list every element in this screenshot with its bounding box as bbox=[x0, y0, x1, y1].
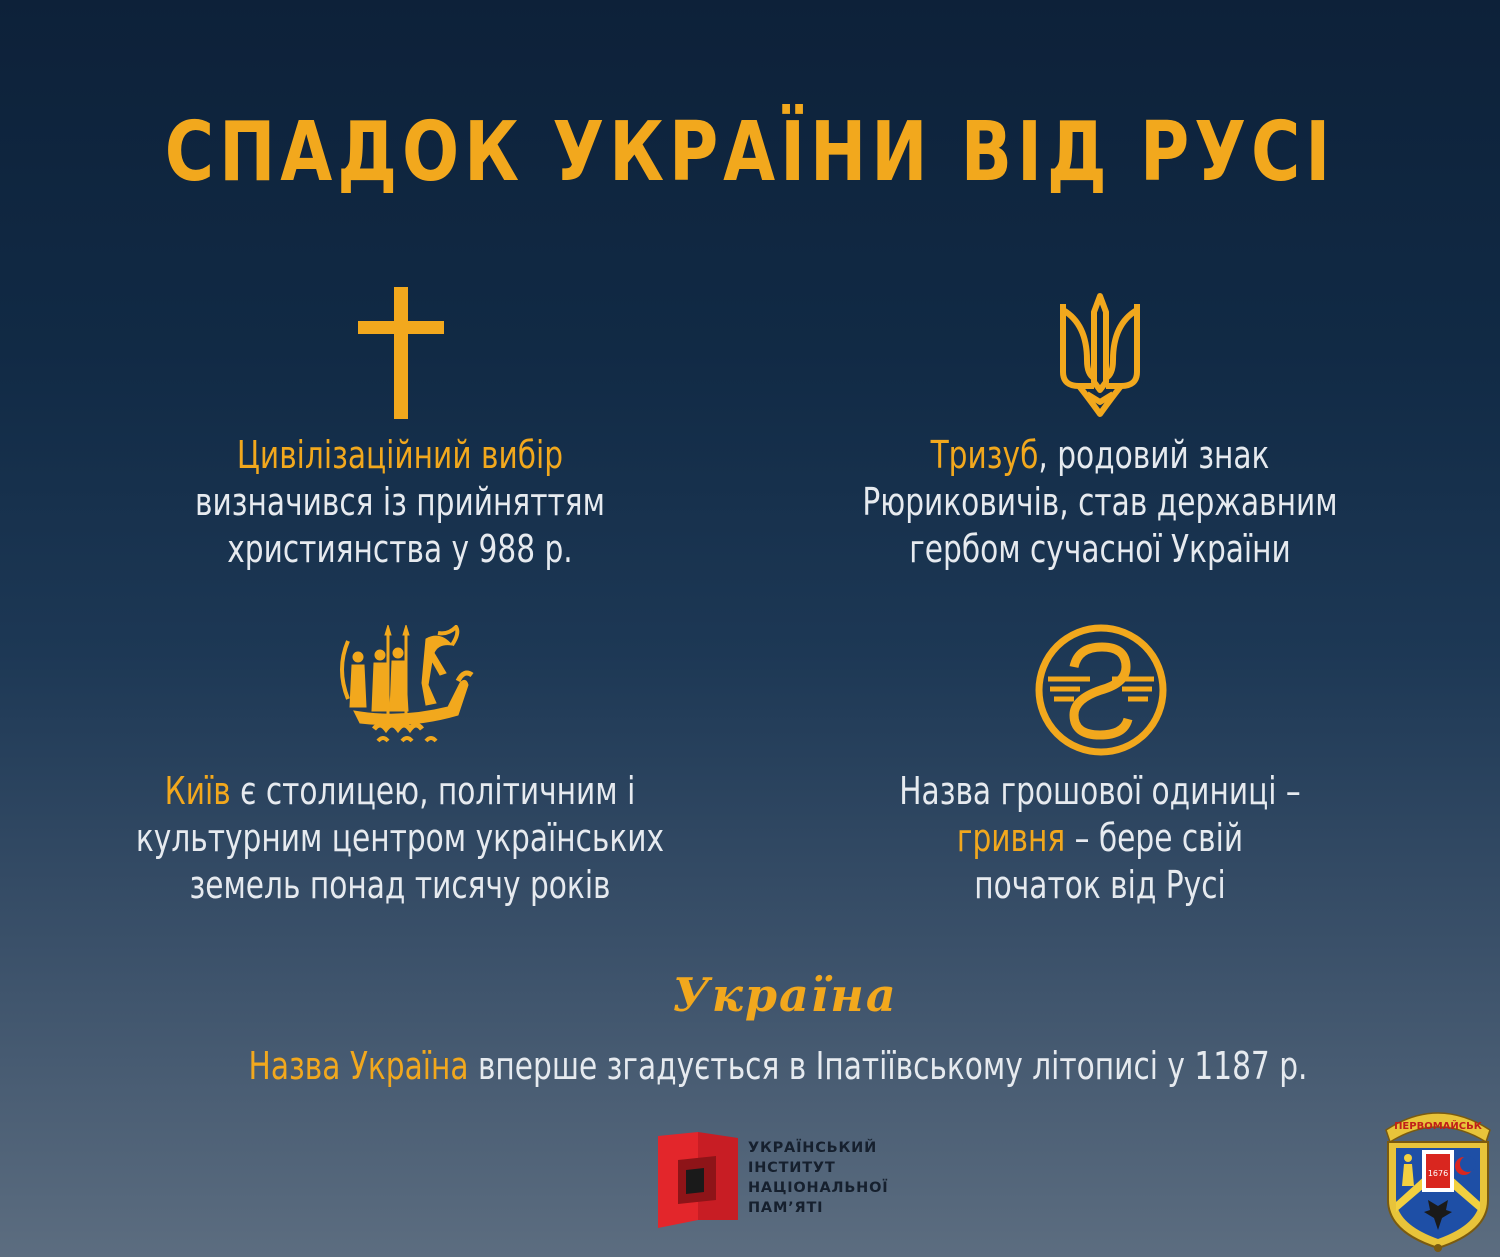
institute-name-line: УКРАЇНСЬКИЙ bbox=[748, 1140, 878, 1156]
caption-line: визначився із прийняттям bbox=[195, 480, 605, 524]
uinp-logo-icon bbox=[658, 1130, 740, 1230]
pervomaisk-coat-of-arms-icon bbox=[1380, 1102, 1496, 1252]
ukraine-heading: Україна bbox=[672, 968, 898, 1022]
highlight-kyiv: Київ bbox=[164, 769, 231, 813]
trident-icon bbox=[1057, 290, 1143, 418]
institute-name-line: ПАМ’ЯТІ bbox=[748, 1200, 824, 1216]
highlight-hryvnia: гривня bbox=[956, 816, 1066, 860]
caption-line: земель понад тисячу років bbox=[189, 863, 611, 907]
page-title: СПАДОК УКРАЇНИ ВІД РУСІ bbox=[164, 105, 1336, 200]
caption-line: культурним центром українських bbox=[135, 816, 665, 860]
institute-name bbox=[748, 1138, 888, 1218]
highlight-ukraine-name: Назва Україна bbox=[248, 1044, 469, 1088]
highlight-trident: Тризуб bbox=[930, 433, 1039, 477]
caption-text: є столицею, політичним і bbox=[230, 769, 636, 813]
coat-year-text: 1676 bbox=[1427, 1169, 1449, 1178]
ukraine-caption bbox=[171, 1044, 1385, 1088]
coat-banner-text: ПЕРВОМАЙСЬК bbox=[1394, 1121, 1482, 1132]
kyiv-founders-boat-icon bbox=[330, 625, 475, 755]
caption-text: , родовий знак bbox=[1038, 433, 1270, 477]
item-civilization-caption bbox=[154, 432, 645, 573]
cross-icon bbox=[358, 287, 444, 419]
caption-text: вперше згадується в Іпатіївському літописі у 1187 р. bbox=[468, 1044, 1308, 1088]
institute-logo bbox=[658, 1130, 918, 1230]
caption-line: Назва грошової одиниці – bbox=[899, 769, 1301, 813]
caption-text: – бере свій bbox=[1065, 816, 1244, 860]
caption-line: початок від Русі bbox=[974, 863, 1226, 907]
item-hryvnia-caption bbox=[839, 768, 1362, 909]
institute-name-line: НАЦІОНАЛЬНОЇ bbox=[748, 1180, 889, 1196]
caption-line: Рюриковичів, став державним bbox=[862, 480, 1338, 524]
caption-line: християнства у 988 р. bbox=[227, 527, 573, 571]
institute-name-line: ІНСТИТУТ bbox=[748, 1160, 836, 1176]
item-kyiv-caption bbox=[135, 768, 665, 909]
item-trident-caption bbox=[854, 432, 1345, 573]
hryvnia-icon bbox=[1034, 623, 1168, 757]
highlight-civilization: Цивілізаційний вибір bbox=[236, 433, 564, 477]
caption-line: гербом сучасної України bbox=[909, 527, 1291, 571]
